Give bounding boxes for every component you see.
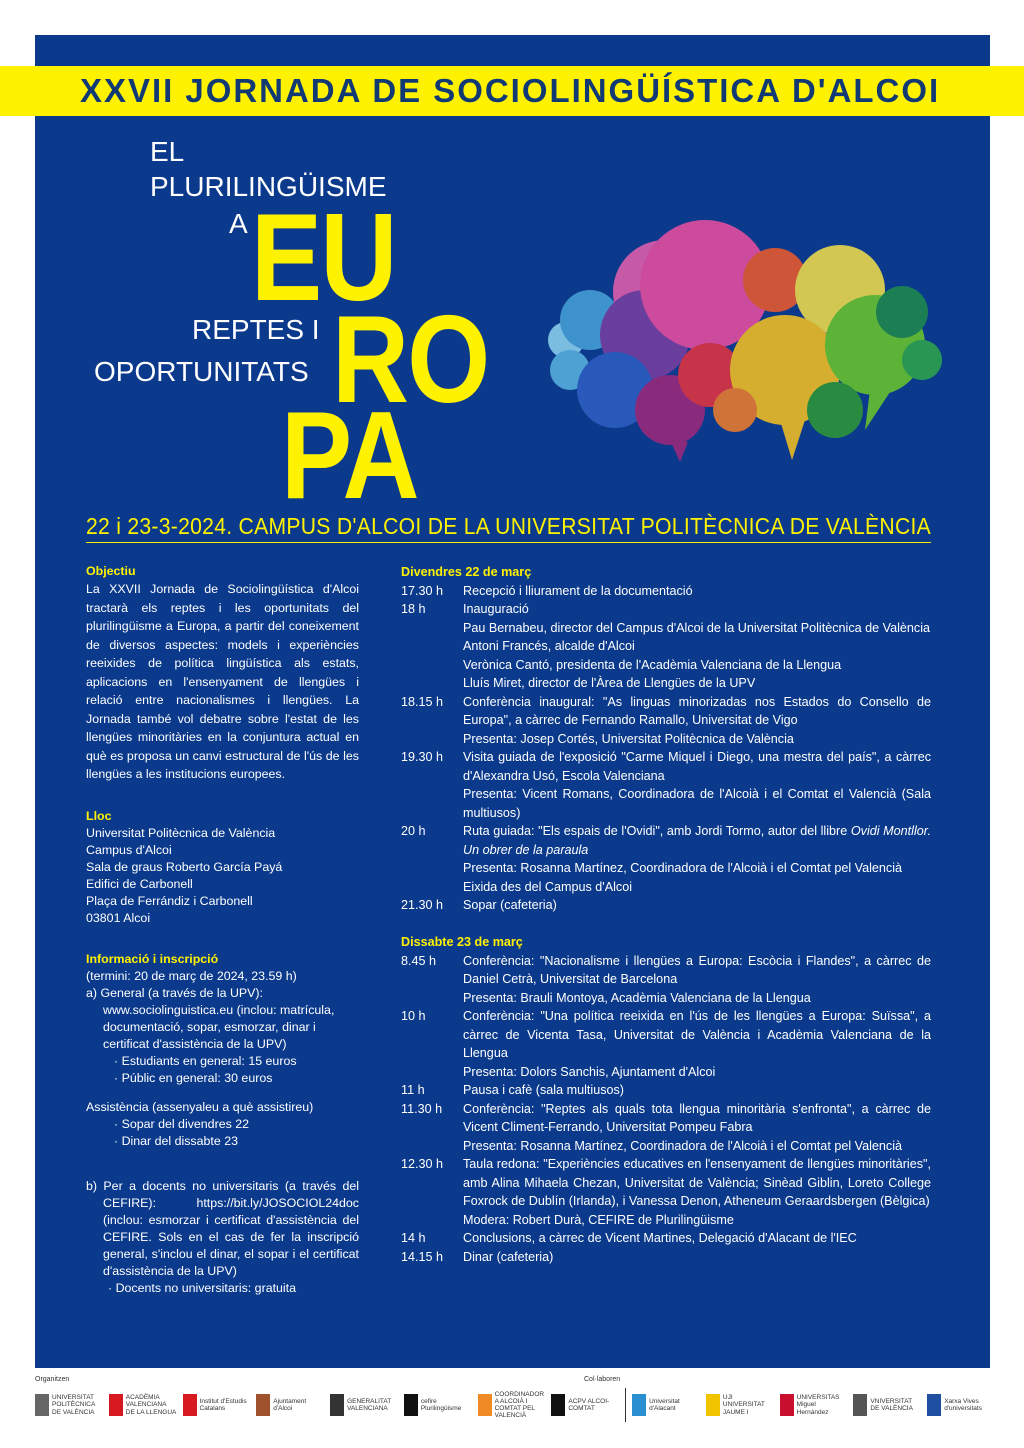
program-line	[463, 1229, 931, 1248]
logo-text: UNIVERSITAS Miguel Hernández	[796, 1394, 840, 1416]
hero-line-a: A	[229, 208, 248, 239]
program-line	[463, 1211, 931, 1230]
sponsor-logo	[478, 1391, 546, 1420]
info-column	[86, 563, 359, 1297]
bubble	[876, 286, 928, 338]
program-time: 11 h	[401, 1083, 425, 1097]
logo-text: Xarxa Vives d'universitats	[944, 1397, 982, 1412]
program-time: 20 h	[401, 824, 426, 838]
logo-text: UJI UNIVERSITAT JAUME I	[722, 1394, 765, 1416]
speech-bubbles-illustration	[530, 220, 950, 470]
program-item	[401, 1155, 931, 1229]
program-line	[463, 748, 931, 785]
program-line	[463, 619, 931, 638]
logo-text: Universitat d'Alacant	[649, 1397, 680, 1412]
address-line: 03801 Alcoi	[86, 910, 151, 925]
logo-mark-icon	[853, 1394, 867, 1416]
logo-text: COORDINADORA ALCOIÀ I COMTAT PEL VALENCIÀ	[494, 1390, 545, 1420]
bubble-tail	[865, 390, 890, 430]
program-time: 11.30 h	[401, 1101, 443, 1116]
program-line	[463, 1100, 931, 1137]
logo-mark-icon	[706, 1394, 720, 1416]
col-laboren-label: Col·laboren	[584, 1376, 621, 1383]
sponsor-logo	[109, 1394, 177, 1416]
program-line-text: Modera: Robert Durà, CEFIRE de Plurilingüisme	[463, 1212, 734, 1227]
hero-line-el: EL	[150, 136, 185, 167]
program-line-text: Visita guiada de l'exposició "Carme Miquel i Diego, una mestra del país", a càrrec d'Alexandra Usó, Escola Valenciana	[463, 750, 931, 783]
program-description	[463, 600, 931, 693]
logo-mark-icon	[35, 1394, 49, 1416]
logo-text: VNIVERSITAT DE VALÈNCIA	[870, 1397, 913, 1412]
program-line	[463, 1248, 931, 1267]
program-time: 8.45 h	[401, 953, 437, 968]
program-line-text: Inauguració	[463, 602, 529, 616]
address-line: Edifici de Carbonell	[86, 876, 193, 891]
program-line	[463, 896, 931, 915]
program-line-text: Conferència inaugural: "As linguas minorizadas nos Estados do Consello de Europa", a càrrec de Fernando Ramallo, Universitat de Vigo	[463, 694, 931, 727]
lloc-heading: Lloc	[86, 808, 112, 823]
program-line	[463, 582, 931, 601]
logo-mark-icon	[183, 1394, 197, 1416]
program-line-text: Eixida des del Campus d'Alcoi	[463, 879, 633, 894]
hero-europa-ro: RO	[332, 291, 489, 429]
sponsor-logo	[551, 1394, 619, 1416]
bubble	[807, 382, 863, 438]
objectiu-text: La XXVII Jornada de Sociolingüística d'Alcoi tractarà els reptes i les oportunitats del plurilingüisme a Europa, a partir del coneixement de diversos aspectes: models i experiències reeixides de política lingüística als estats, aplicacions en l'ensenyament de llengües i relació entre nacionalismes i llengües. La Jornada també vol debatre sobre l'estat de les llengües minoritàries en la conjuntura actual en què es proposa un canvi estructural de l'ús de les llengües a les institucions europees.	[86, 582, 359, 781]
program-line	[463, 656, 931, 675]
program-item	[401, 582, 931, 601]
program-line	[463, 1137, 931, 1156]
logo-mark-icon	[632, 1394, 646, 1416]
program-line-text: Presenta: Rosanna Martínez, Coordinadora de l'Alcoià i el Comtat pel Valencià	[463, 1138, 902, 1153]
program-line	[463, 637, 931, 656]
program-line	[463, 693, 931, 730]
program-line-text: Presenta: Vicent Romans, Coordinadora de l'Alcoià i el Comtat el Valencià (Sala multiusos)	[463, 787, 931, 820]
program-item	[401, 1229, 931, 1248]
program-time: 17.30 h	[401, 583, 444, 598]
program-item	[401, 693, 931, 749]
objectiu-heading: Objectiu	[86, 564, 136, 578]
program-line	[463, 600, 931, 619]
price-item: · Estudiants en general: 15 euros	[114, 1053, 297, 1068]
program-line	[463, 1155, 931, 1211]
program-description	[463, 1081, 931, 1100]
program-line-text: Presenta: Rosanna Martínez, Coordinadora de l'Alcoià i el Comtat pel Valencià	[463, 861, 902, 875]
program-item	[401, 1081, 931, 1100]
sponsor-logo	[330, 1394, 398, 1416]
program-line-text: Ruta guiada: "Els espais de l'Ovidi", amb Jordi Tormo, autor del llibre	[463, 824, 851, 838]
program-line-text: Pausa i cafè (sala multiusos)	[463, 1083, 624, 1097]
logo-mark-icon	[256, 1394, 270, 1416]
hero-line-plurilinguisme: PLURILINGÜISME	[150, 171, 387, 202]
sponsor-logo	[256, 1394, 324, 1416]
program-line-text: Presenta: Dolors Sanchis, Ajuntament d'Alcoi	[463, 1064, 716, 1079]
hero-europa-pa: PA	[281, 387, 418, 525]
address-line: Campus d'Alcoi	[86, 842, 172, 857]
program-line-text: Pau Bernabeu, director del Campus d'Alcoi de la Universitat Politècnica de València	[463, 620, 930, 635]
program-description	[463, 1229, 931, 1248]
sponsor-logo	[404, 1394, 472, 1416]
logo-text: ACADÈMIA VALENCIANA DE LA LLENGUA	[125, 1394, 177, 1416]
program-description	[463, 1155, 931, 1229]
logo-text: GENERALITAT VALENCIANA	[347, 1397, 392, 1412]
sponsor-logo	[780, 1394, 848, 1416]
sponsor-logo	[35, 1394, 103, 1416]
assistencia-item: · Sopar del divendres 22	[114, 1116, 250, 1131]
program-line	[463, 952, 931, 989]
sponsor-logo	[927, 1394, 995, 1416]
logo-text: Institut d'Estudis Catalans	[199, 1397, 247, 1412]
docents-registration[interactable]: b) Per a docents no universitaris (a través del CEFIRE): https://bit.ly/JOSOCIOL24doc (inclou: esmorzar i certificat d'assistència del CEFIRE. Sols en el cas de fer la inscripció general, s'inclou el dinar, el sopar i el certificat d'assistència de la UPV)	[86, 1178, 359, 1278]
program-line	[463, 1081, 931, 1100]
program-line	[463, 859, 931, 878]
program-time: 18.15 h	[401, 694, 444, 709]
program-line	[463, 878, 931, 897]
sponsor-logo	[183, 1394, 251, 1416]
logo-mark-icon	[109, 1394, 123, 1416]
program-item	[401, 1100, 931, 1156]
program-line-text: Dinar (cafeteria)	[463, 1249, 554, 1264]
program-line-text: Recepció i lliurament de la documentació	[463, 583, 693, 598]
program-item	[401, 952, 931, 1008]
hero-line-oportunitats: OPORTUNITATS	[94, 356, 309, 387]
program-description	[463, 748, 931, 822]
program-item	[401, 1248, 931, 1267]
program-description	[463, 822, 931, 896]
program-description	[463, 1100, 931, 1156]
program-item	[401, 822, 931, 896]
bubble-tail	[780, 420, 805, 460]
logo-text: ACPV ALCOI-COMTAT	[568, 1397, 610, 1412]
address-line: Plaça de Ferrándiz i Carbonell	[86, 893, 253, 908]
program-description	[463, 896, 931, 915]
general-registration: a) General (a través de la UPV):	[86, 985, 263, 1000]
program-column	[401, 563, 931, 1266]
program-day-heading: Dissabte 23 de març	[401, 935, 523, 949]
logo-mark-icon	[551, 1394, 565, 1416]
program-time: 14.15 h	[401, 1249, 444, 1264]
sponsor-logos	[35, 1388, 995, 1422]
logo-mark-icon	[927, 1394, 941, 1416]
sponsor-logo	[632, 1394, 700, 1416]
assistencia-item: · Dinar del dissabte 23	[114, 1133, 238, 1148]
program-item	[401, 896, 931, 915]
organitzen-label: Organitzen	[35, 1376, 70, 1383]
program-description	[463, 1248, 931, 1267]
program-line-text: Sopar (cafeteria)	[463, 898, 557, 912]
address-line: Sala de graus Roberto García Payá	[86, 859, 283, 874]
program-description	[463, 952, 931, 1008]
logo-mark-icon	[478, 1394, 492, 1416]
program-description	[463, 582, 931, 601]
program-description	[463, 1007, 931, 1081]
logo-mark-icon	[780, 1394, 794, 1416]
logo-text: UNIVERSITAT POLITÈCNICA DE VALÈNCIA	[52, 1394, 95, 1416]
hero-europa-eu: EU	[251, 189, 396, 327]
assistencia: Assistència (assenyaleu a què assistireu)	[86, 1099, 314, 1114]
termini: (termini: 20 de març de 2024, 23.59 h)	[86, 968, 297, 983]
program-line	[463, 674, 931, 693]
program-time: 21.30 h	[401, 898, 444, 912]
program-line	[463, 730, 931, 749]
program-item	[401, 600, 931, 693]
program-line	[463, 785, 931, 822]
program-line	[463, 1007, 931, 1063]
lloc-address	[86, 825, 359, 927]
event-title: XXVII JORNADA DE SOCIOLINGÜÍSTICA D'ALCOI	[80, 72, 941, 109]
program-time: 10 h	[401, 1009, 426, 1023]
logo-mark-icon	[404, 1394, 418, 1416]
divider	[86, 542, 931, 543]
program-time: 14 h	[401, 1231, 426, 1245]
logo-text: Ajuntament d'Alcoi	[273, 1397, 307, 1412]
docents-price: · Docents no universitaris: gratuita	[108, 1280, 297, 1295]
program-line-text: Verònica Cantó, presidenta de l'Acadèmia Valenciana de la Llengua	[463, 657, 842, 672]
program-line-text: Conferència: "Una política reeixida en l'ús de les llengües a Europa: Suïssa", a càrrec de Vicenta Tasa, Universitat de València i Acadèmia Valenciana de la Llengua	[463, 1009, 931, 1060]
divider	[625, 1388, 626, 1422]
program-line-text: Conferència: "Reptes als quals tota llengua minoritària s'enfronta", a càrrec de Vicent Climent-Ferrando, Universitat Pompeu Fabra	[463, 1101, 931, 1134]
program-item	[401, 1007, 931, 1081]
bubble-tail	[670, 440, 688, 462]
program-time: 18 h	[401, 602, 426, 616]
program-time: 19.30 h	[401, 750, 444, 764]
program-line-text: Presenta: Brauli Montoya, Acadèmia Valenciana de la Llengua	[463, 990, 811, 1005]
program-line	[463, 1063, 931, 1082]
program-line-text: Antoni Francés, alcalde d'Alcoi	[463, 639, 635, 653]
program-line-text: Lluís Miret, director de l'Àrea de Llengües de la UPV	[463, 676, 756, 690]
bubble	[902, 340, 942, 380]
sponsor-logo	[706, 1394, 774, 1416]
event-date-venue: 22 i 23-3-2024. CAMPUS D'ALCOI DE LA UNIVERSITAT POLITÈCNICA DE VALÈNCIA	[86, 513, 932, 539]
program-line-text: Presenta: Josep Cortés, Universitat Politècnica de València	[463, 731, 794, 746]
price-item: · Públic en general: 30 euros	[114, 1070, 273, 1085]
program-line	[463, 989, 931, 1008]
sponsor-logo	[853, 1394, 921, 1416]
logo-mark-icon	[330, 1394, 344, 1416]
program-item	[401, 748, 931, 822]
bubble	[713, 388, 757, 432]
program-line-text: Conclusions, a càrrec de Vicent Martines, Delegació d'Alacant de l'IEC	[463, 1231, 857, 1245]
program-description	[463, 693, 931, 749]
program-line-text: Conferència: "Nacionalisme i llengües a Europa: Escòcia i Flandes", a càrrec de Daniel Cetrà, Universitat de Barcelona	[463, 953, 931, 986]
info-heading: Informació i inscripció	[86, 951, 219, 966]
program-day-heading: Divendres 22 de març	[401, 565, 532, 579]
program-line	[463, 822, 931, 859]
address-line: Universitat Politècnica de València	[86, 825, 276, 840]
logo-text: cefire Plurilingüisme	[420, 1397, 462, 1412]
program-time: 12.30 h	[401, 1157, 444, 1171]
book-title: Ovidi Montllor. Un obrer de la paraula	[463, 824, 932, 857]
program-line-text: Taula redona: "Experiències educatives en l'ensenyament de llengües minoritàries", amb Alina Mihaela Chezan, Universitat de València; Sinèad Giblin, Loreto College Foxrock de Dublín (Irlanda), i Vanessa Denon, Atheneum Geraardsbergen (Bèlgica)	[463, 1157, 931, 1208]
general-registration-detail[interactable]: www.sociolinguistica.eu (inclou: matrícula, documentació, sopar, esmorzar, dinar i certificat d'assistència de la UPV)	[103, 1002, 335, 1051]
hero-line-reptes: REPTES I	[192, 314, 320, 345]
